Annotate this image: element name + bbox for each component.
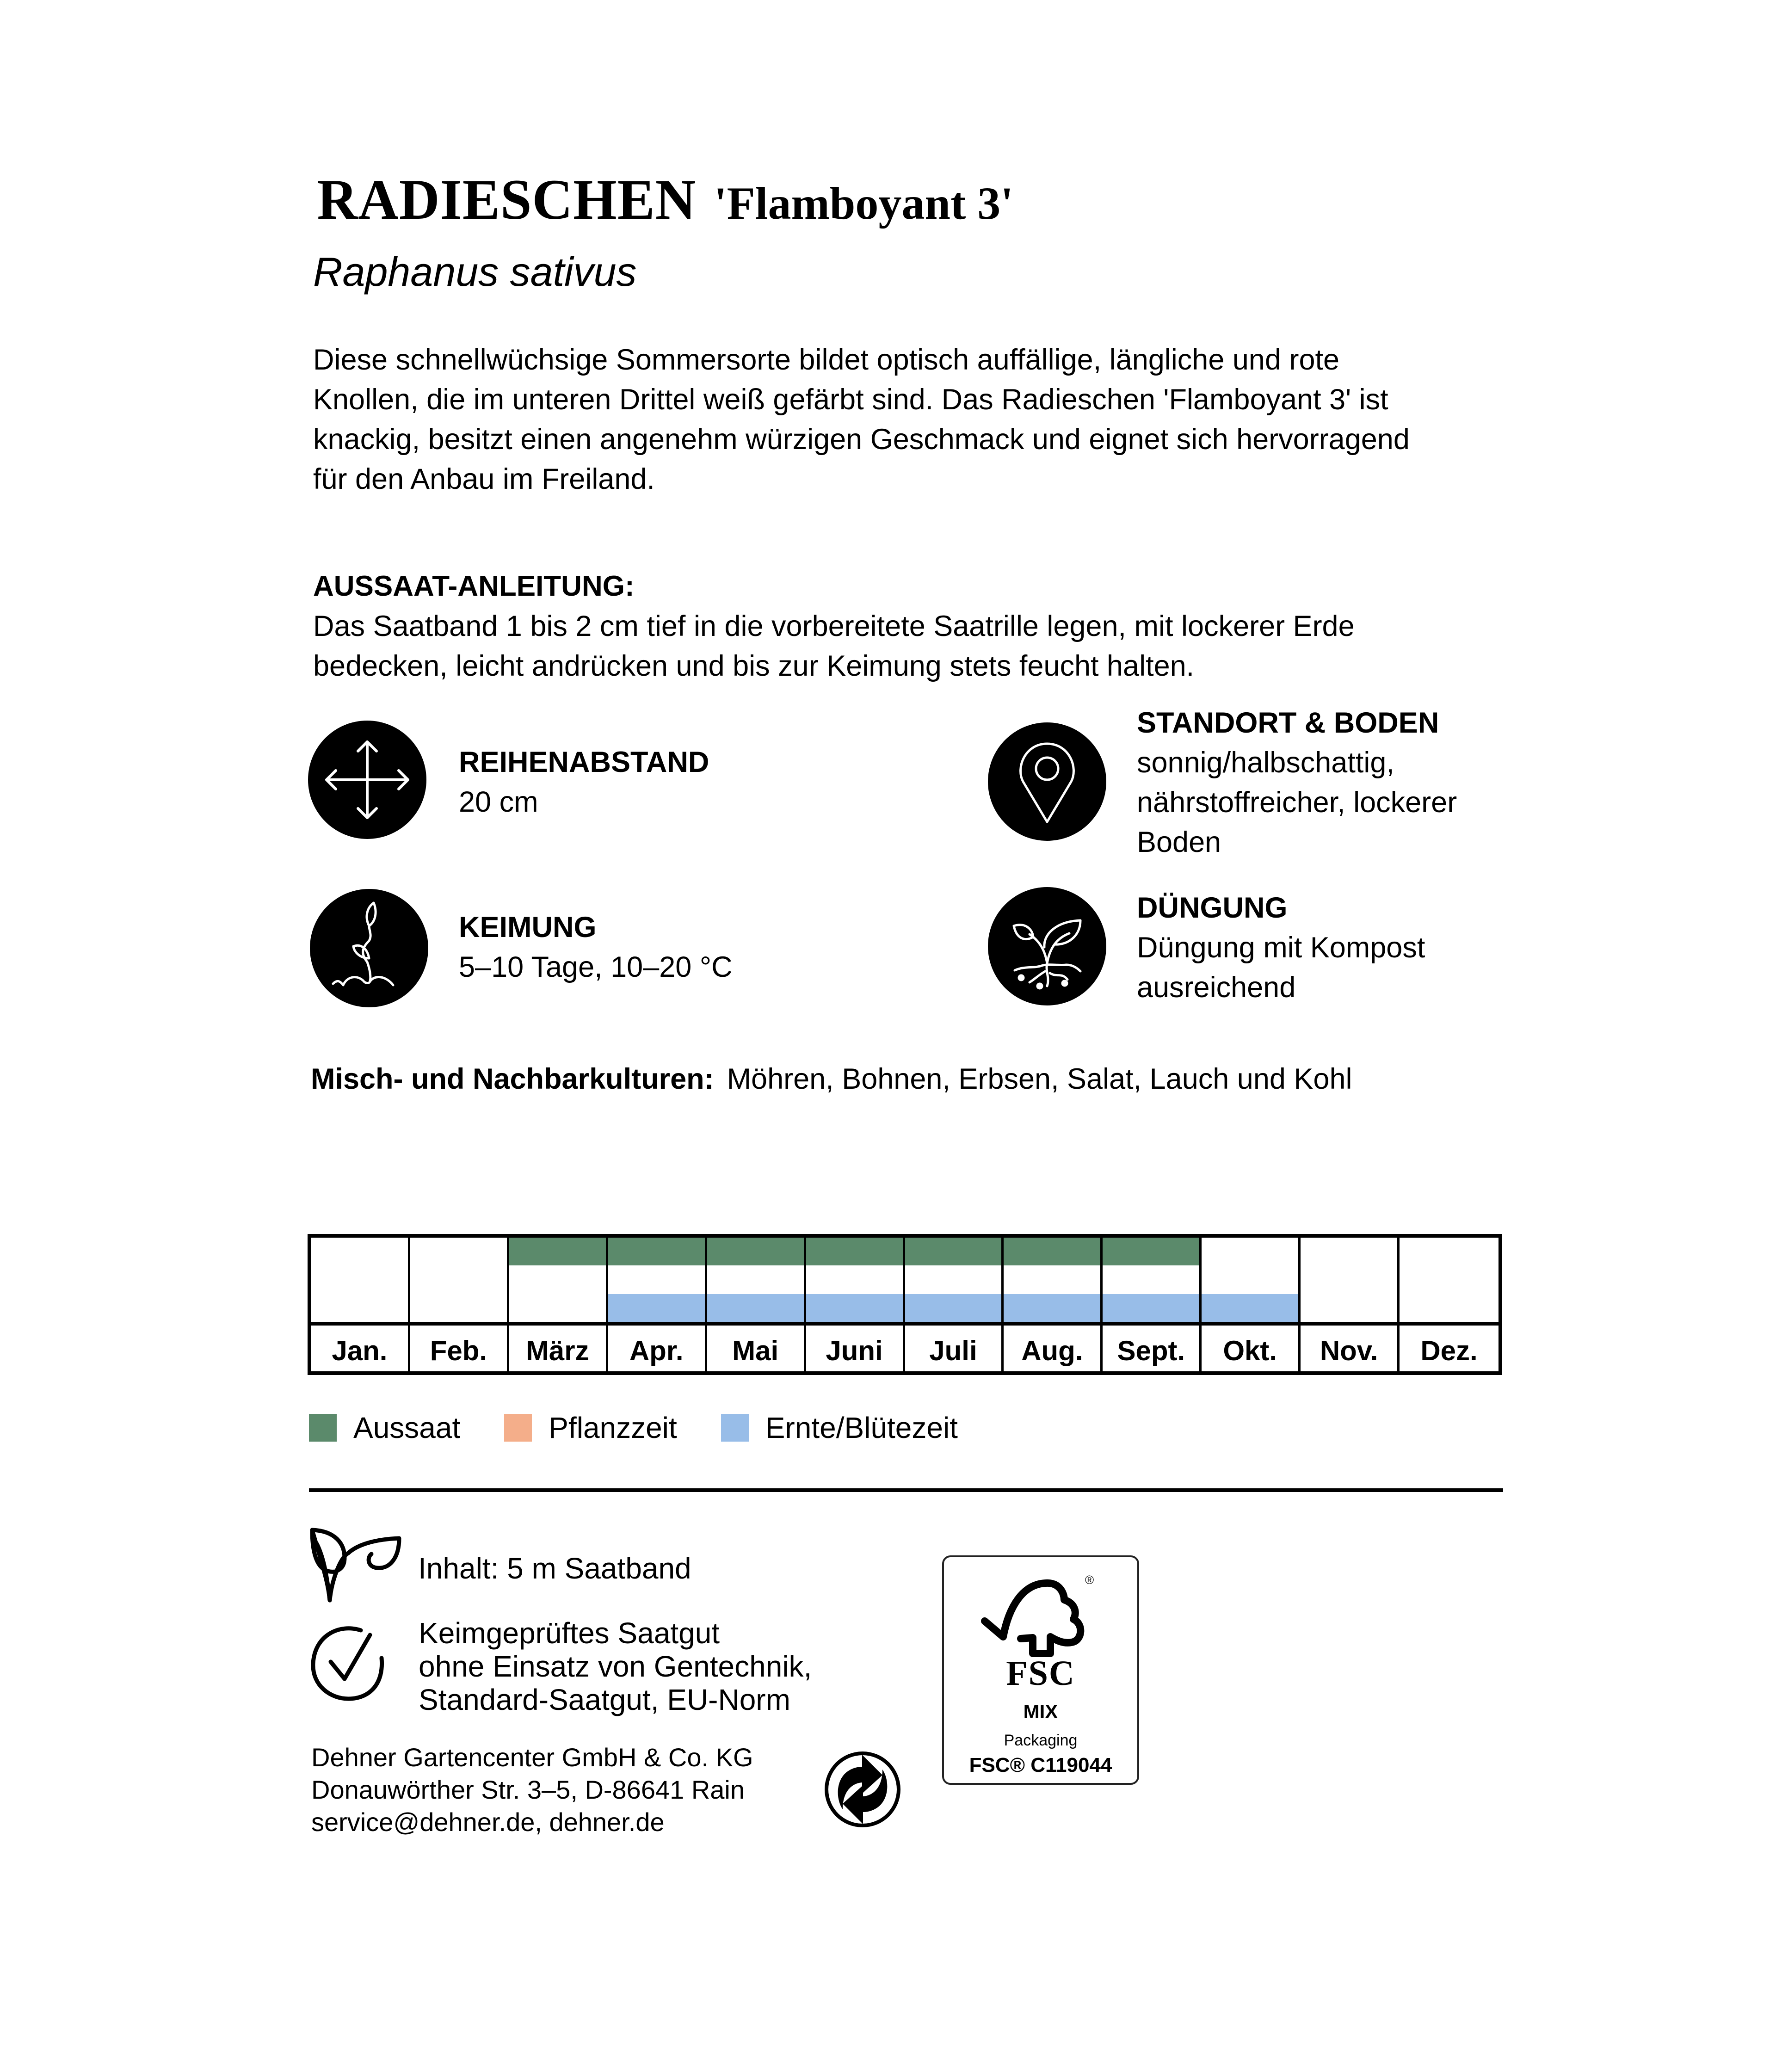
sowing-swatch (309, 1414, 337, 1442)
row-spacing-value: 20 cm (459, 786, 538, 818)
plant-roots-icon (988, 887, 1106, 1005)
legend-item-planting (504, 1411, 677, 1445)
calendar-bar-cell (1202, 1238, 1301, 1326)
calendar-month-label: März (509, 1326, 608, 1371)
seed-quality-info (419, 1616, 812, 1716)
companion-planting (311, 1059, 1352, 1099)
sowing-instructions (313, 567, 1516, 686)
fsc-certification-logo (942, 1555, 1139, 1785)
calendar-bar-cell (1301, 1238, 1400, 1326)
description-line: Diese schnellwüchsige Sommersorte bildet optisch auffällige, längliche und rote (313, 344, 1340, 376)
sowing-bar (707, 1238, 804, 1265)
location-soil-label: STANDORT & BODEN (1137, 707, 1439, 739)
instruction-line: Das Saatband 1 bis 2 cm tief in die vorbereitete Saatrille legen, mit lockerer Erde (313, 610, 1355, 642)
fsc-license-code: FSC® C119044 (969, 1754, 1112, 1776)
seed-quality-line: Standard-Saatgut, EU-Norm (419, 1683, 790, 1716)
sowing-bar (905, 1238, 1002, 1265)
legend-label: Ernte/Blütezeit (765, 1411, 958, 1444)
cultivar-name: 'Flamboyant 3' (714, 178, 1014, 229)
growing-calendar (308, 1234, 1502, 1375)
fsc-wordmark: FSC (1006, 1654, 1075, 1693)
legend-item-sowing (309, 1411, 460, 1445)
calendar-bar-cell (905, 1238, 1004, 1326)
description-line: für den Anbau im Freiland. (313, 463, 655, 495)
calendar-bar-cell (707, 1238, 806, 1326)
calendar-bar-cell (410, 1238, 509, 1326)
sowing-bar (806, 1238, 903, 1265)
location-pin-icon (988, 722, 1106, 841)
seed-quality-line: Keimgeprüftes Saatgut (419, 1616, 720, 1650)
product-title (313, 168, 1014, 231)
calendar-bar-cell (1103, 1238, 1202, 1326)
calendar-bar-cell (1400, 1238, 1498, 1326)
fsc-subcategory: Packaging (1004, 1732, 1078, 1749)
calendar-legend (309, 1411, 1002, 1445)
instruction-line: bedecken, leicht andrücken und bis zur Keimung stets feucht halten. (313, 650, 1195, 682)
harvest-bar (608, 1294, 705, 1322)
legend-label: Aussaat (353, 1411, 461, 1444)
description-line: Knollen, die im unteren Drittel weiß gefärbt sind. Das Radieschen 'Flamboyant 3' ist (313, 383, 1388, 416)
fsc-tree-check-icon (981, 1570, 1101, 1663)
check-circle-icon (308, 1621, 391, 1704)
section-divider (309, 1488, 1503, 1492)
companion-planting-label: Misch- und Nachbarkulturen: (311, 1063, 714, 1095)
calendar-month-label: Nov. (1301, 1326, 1400, 1371)
company-contact: service@dehner.de, dehner.de (311, 1807, 665, 1837)
sowing-instructions-heading: AUSSAAT-ANLEITUNG: (313, 570, 635, 602)
arrows-cross-icon (308, 721, 426, 839)
product-name: RADIESCHEN (317, 168, 697, 231)
calendar-month-label: Okt. (1202, 1326, 1301, 1371)
location-soil-value-line: nährstoffreicher, lockerer (1137, 786, 1457, 819)
harvest-bar (1004, 1294, 1100, 1322)
seedling-icon (310, 889, 428, 1007)
legend-label: Pflanzzeit (549, 1411, 677, 1444)
calendar-bar-cell (1004, 1238, 1103, 1326)
calendar-month-label: Juli (905, 1326, 1004, 1371)
harvest-bar (806, 1294, 903, 1322)
germination-value: 5–10 Tage, 10–20 °C (459, 951, 733, 983)
calendar-bar-cell (806, 1238, 905, 1326)
sowing-bar (509, 1238, 606, 1265)
sowing-bar (1004, 1238, 1100, 1265)
location-soil-info (1137, 703, 1457, 862)
location-soil-value-line: Boden (1137, 826, 1221, 858)
germination-label: KEIMUNG (459, 911, 597, 944)
harvest-bar (905, 1294, 1002, 1322)
fertilization-info (1137, 888, 1425, 1007)
calendar-month-label: Juni (806, 1326, 905, 1371)
company-address (311, 1741, 753, 1838)
company-street: Donauwörther Str. 3–5, D-86641 Rain (311, 1775, 745, 1804)
calendar-month-label: Apr. (608, 1326, 707, 1371)
svg-text:®: ® (1085, 1573, 1094, 1587)
calendar-month-label: Dez. (1420, 1335, 1478, 1366)
sowing-bar (1103, 1238, 1199, 1265)
leaves-icon (308, 1525, 405, 1604)
seed-quality-line: ohne Einsatz von Gentechnik, (419, 1650, 812, 1683)
content-amount: Inhalt: 5 m Saatband (418, 1552, 691, 1585)
calendar-month-label: Mai (707, 1326, 806, 1371)
description-line: knackig, besitzt einen angenehm würzigen Geschmack und eignet sich hervorragend (313, 423, 1410, 456)
calendar-month-label: Sept. (1103, 1326, 1202, 1371)
company-name: Dehner Gartencenter GmbH & Co. KG (311, 1743, 753, 1772)
calendar-month-label: Jan. (311, 1326, 410, 1371)
location-soil-value-line: sonnig/halbschattig, (1137, 746, 1394, 779)
planting-swatch (504, 1414, 532, 1442)
calendar-bar-cell (608, 1238, 707, 1326)
fertilization-label: DÜNGUNG (1137, 892, 1288, 924)
fsc-category: MIX (1023, 1701, 1058, 1722)
product-description (313, 340, 1516, 499)
harvest-bar (1103, 1294, 1199, 1322)
sowing-bar (608, 1238, 705, 1265)
legend-item-harvest (721, 1411, 958, 1445)
harvest-swatch (721, 1414, 749, 1442)
green-dot-recycling-icon (822, 1749, 903, 1830)
germination-info (459, 907, 733, 987)
botanical-name: Raphanus sativus (313, 249, 637, 295)
companion-planting-value: Möhren, Bohnen, Erbsen, Salat, Lauch und Kohl (727, 1063, 1352, 1095)
calendar-month-label: Feb. (410, 1326, 509, 1371)
harvest-bar (1202, 1294, 1298, 1322)
calendar-month-label: Aug. (1004, 1326, 1103, 1371)
fertilization-value-line: Düngung mit Kompost (1137, 931, 1425, 964)
harvest-bar (707, 1294, 804, 1322)
row-spacing-label: REIHENABSTAND (459, 746, 709, 778)
calendar-bar-cell (311, 1238, 410, 1326)
calendar-bar-cell (509, 1238, 608, 1326)
row-spacing-info (459, 742, 709, 822)
fertilization-value-line: ausreichend (1137, 971, 1296, 1004)
